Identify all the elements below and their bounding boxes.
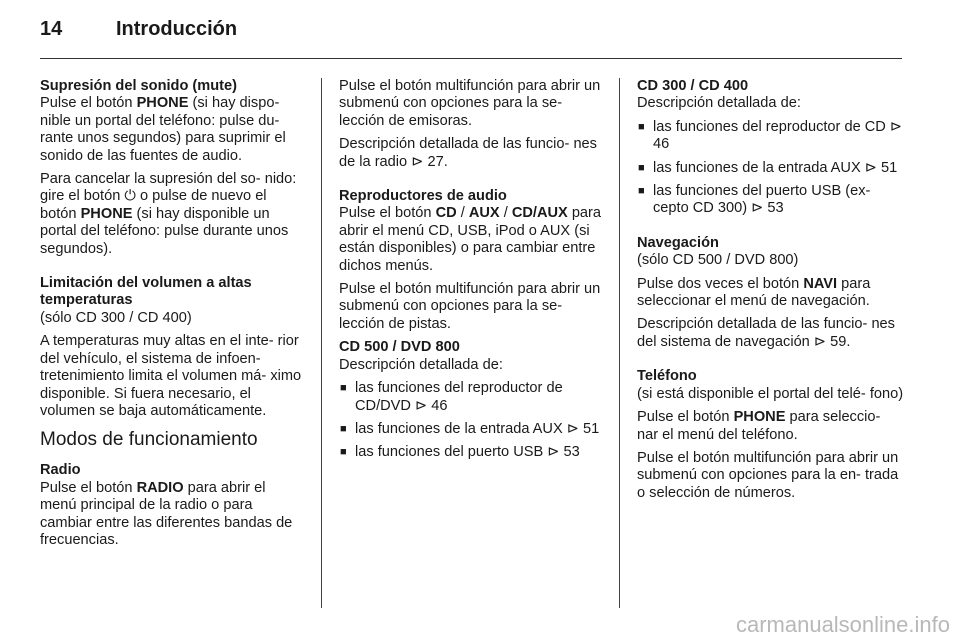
navigation-paragraph-1: (sólo CD 500 / DVD 800) <box>637 252 799 269</box>
phone-paragraph-3: Pulse el botón multifunción para abrir un submenú con opciones para la en- trada o selección de números. <box>637 449 899 501</box>
temperature-heading: Limitación del volumen a altas temperaturas <box>40 275 252 309</box>
mute-paragraph-1: Pulse el botón PHONE (si hay dispo- nible un portal del teléfono: pulse du- rante unos segundos) para suprimir el sonido de las fuentes de audio. <box>40 95 286 164</box>
audio-players-paragraph-2: Pulse el botón multifunción para abrir un submenú con opciones para la se- lección de pistas. <box>339 281 601 332</box>
cd500-heading: CD 500 / DVD 800 <box>339 339 460 356</box>
column-2 <box>339 78 605 468</box>
phone-heading: Teléfono <box>637 368 697 385</box>
column-divider-2 <box>619 78 620 608</box>
mute-paragraph-2: Para cancelar la supresión del so- nido: gire el botón ⏻ o pulse de nuevo el botón PHONE (si hay disponible un portal del teléfono: pulse durante unos segundos). <box>40 171 297 257</box>
mute-heading: Supresión del sonido (mute) <box>40 78 238 94</box>
radio-paragraph-3: Descripción detallada de las funcio- nes de la radio ⊳ 27. <box>339 136 597 170</box>
modes-section-title: Modos de funcionamiento <box>40 429 258 451</box>
watermark: carmanualsonline.info <box>735 612 950 637</box>
radio-paragraph-2: Pulse el botón multifunción para abrir un submenú con opciones para la se- lección de emisoras. <box>339 78 601 129</box>
column-divider-1 <box>321 78 322 608</box>
audio-players-paragraph-1: Pulse el botón CD / AUX / CD/AUX para abrir el menú CD, USB, iPod o AUX (si están disponibles) o para cambiar entre dichos menús. <box>339 205 602 274</box>
page-number: 14 <box>40 18 63 40</box>
list-item: ■ las funciones del puerto USB (ex- cepto CD 300) ⊳ 53 <box>637 183 905 218</box>
cd500-intro: Descripción detallada de: <box>339 356 503 373</box>
radio-paragraph: Pulse el botón RADIO para abrir el menú principal de la radio o para cambiar entre las diferentes bandas de frecuencias. <box>40 479 293 548</box>
temperature-paragraph-1: (sólo CD 300 / CD 400) <box>40 309 192 326</box>
cd300-intro: Descripción detallada de: <box>637 95 801 112</box>
list-item: ■ las funciones del reproductor de CD/DVD ⊳ 46 <box>339 380 605 415</box>
page-header <box>40 18 237 41</box>
column-1 <box>40 78 306 555</box>
list-item: ■ las funciones de la entrada AUX ⊳ 51 <box>339 421 605 438</box>
navigation-heading: Navegación <box>637 234 719 251</box>
audio-players-heading: Reproductores de audio <box>339 188 507 205</box>
list-item: ■ las funciones de la entrada AUX ⊳ 51 <box>637 160 905 177</box>
cd300-list <box>637 119 905 218</box>
cd500-list <box>339 380 605 462</box>
phone-paragraph-1: (si está disponible el portal del telé- fono) <box>637 385 904 402</box>
temperature-paragraph-2: A temperaturas muy altas en el inte- rior del vehículo, el sistema de infoen- tretenimiento limita el volumen má- ximo disponible. Si fuera necesario, el volumen se baja automáticamente. <box>40 333 302 419</box>
radio-heading: Radio <box>40 462 81 479</box>
header-rule <box>40 58 902 59</box>
navigation-paragraph-2: Pulse dos veces el botón NAVI para seleccionar el menú de navegación. <box>637 275 871 310</box>
list-item: ■ las funciones del puerto USB ⊳ 53 <box>339 444 605 461</box>
column-3 <box>637 78 905 508</box>
phone-paragraph-2: Pulse el botón PHONE para seleccio- nar el menú del teléfono. <box>637 409 881 443</box>
cd300-heading: CD 300 / CD 400 <box>637 78 749 94</box>
list-item: ■ las funciones del reproductor de CD ⊳ 46 <box>637 119 905 154</box>
navigation-paragraph-3: Descripción detallada de las funcio- nes del sistema de navegación ⊳ 59. <box>637 316 895 350</box>
page-title: Introducción <box>116 18 238 40</box>
